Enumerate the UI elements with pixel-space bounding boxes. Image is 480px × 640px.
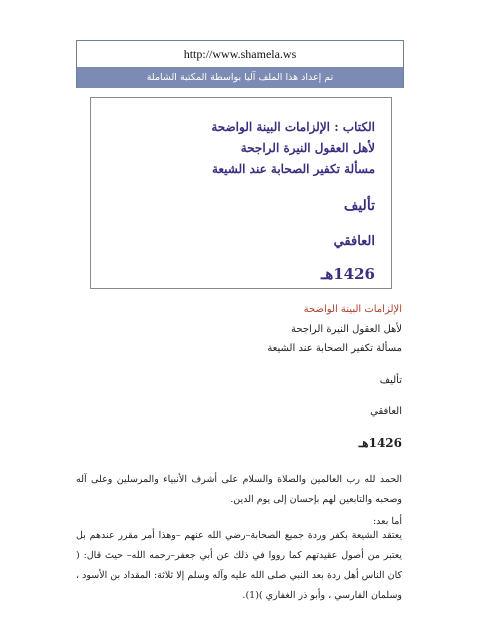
header-url[interactable]: http://www.shamela.ws bbox=[183, 47, 297, 61]
body-subtitle: لأهل العقول النيرة الراجحة bbox=[291, 324, 402, 335]
publication-year: 1426هـ bbox=[320, 265, 375, 283]
book-title: الكتاب : الإلزامات البينة الواضحة bbox=[211, 120, 375, 134]
body-year: 1426هـ bbox=[358, 436, 402, 450]
author-name: العافقي bbox=[333, 234, 375, 249]
amma-baad: أما بعد: bbox=[372, 516, 402, 527]
main-paragraph: يعتقد الشيعة بكفر وردة جميع الصحابة–رضي الله عنهم –وهذا أمر مقرر عندهم بل يعتبر من أصول عقيدتهم كما رووا في ذلك عن أبي جعفر–رحمه الله– حيث قال: ( كان الناس أهل ردة بعد النبي صلى الله عليه وآله وسلم إلا ثلاثة: المقداد بن الأسود ، وسلمان الفارسي ، وأبو ذر الغفاري )(1). bbox=[76, 530, 402, 601]
book-topic: مسألة تكفير الصحابة عند الشيعة bbox=[211, 162, 375, 176]
intro-paragraph: الحمد لله رب العالمين والصلاة والسلام على أشرف الأنبياء والمرسلين وعلى آله وصحبه والتابعين لهم بإحسان إلى يوم الدين. bbox=[76, 474, 402, 505]
body-authorship-label: تأليف bbox=[379, 375, 402, 386]
body-topic: مسألة تكفير الصحابة عند الشيعة bbox=[267, 343, 402, 354]
book-subtitle: لأهل العقول النيرة الراجحة bbox=[240, 141, 375, 155]
body-author-name: العافقي bbox=[370, 406, 402, 417]
header-note: تم إعداد هذا الملف آليا بواسطة المكتبة الشاملة bbox=[77, 67, 403, 88]
authorship-label: تأليف bbox=[343, 198, 375, 214]
body-title: الإلزامات البينة الواضحة bbox=[303, 304, 402, 315]
